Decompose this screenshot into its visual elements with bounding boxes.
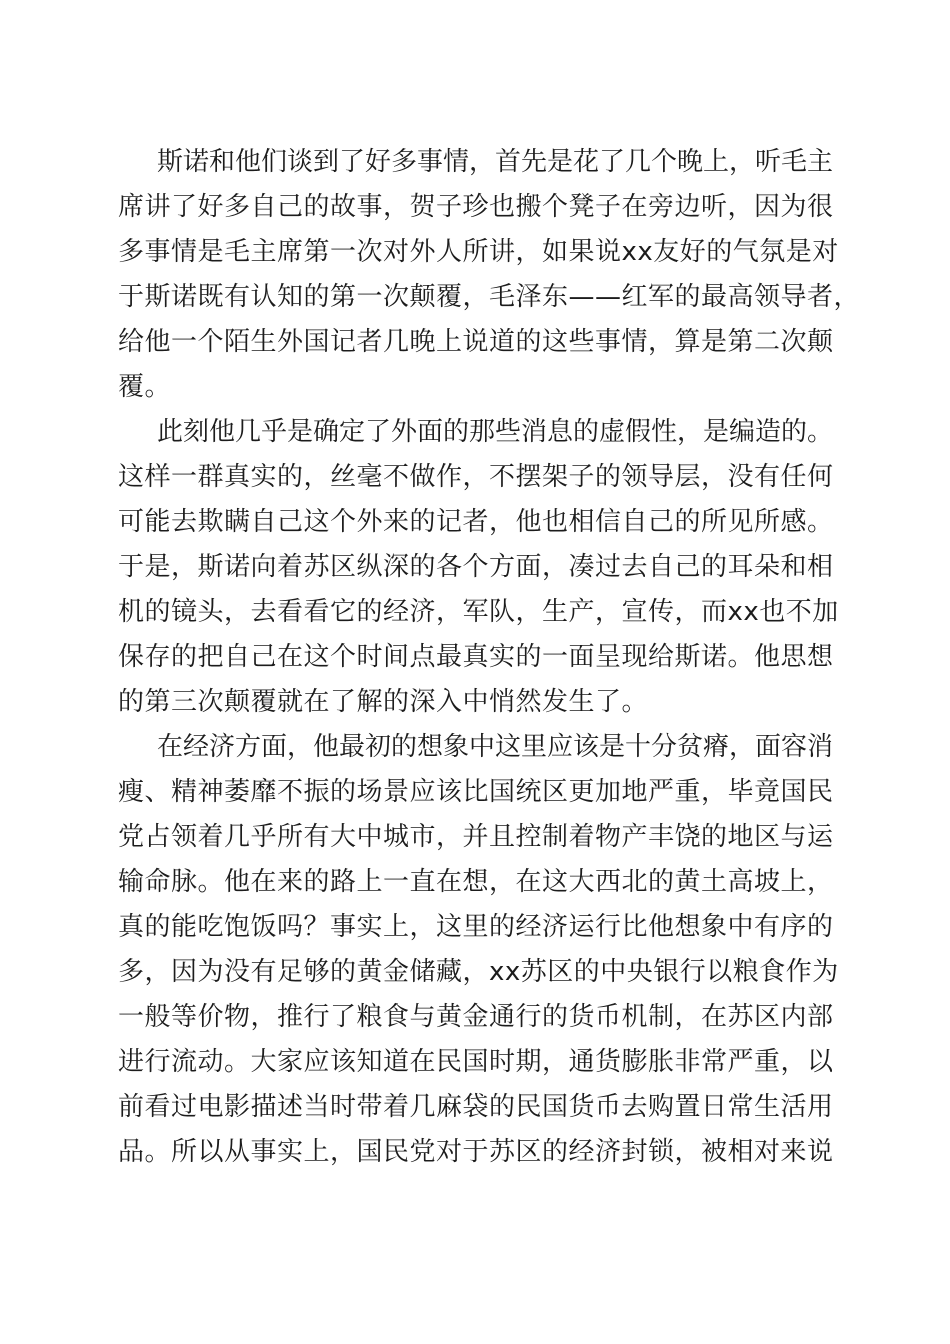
text-line: 给他一个陌生外国记者几晚上说道的这些事情，算是第二次颠 [118,327,834,357]
text-line: 的第三次颠覆就在了解的深入中悄然发生了。 [118,687,649,717]
text-line: 品。所以从事实上，国民党对于苏区的经济封锁，被相对来说 [118,1137,834,1167]
text-line: 多，因为没有足够的黄金储藏，xx苏区的中央银行以粮食作为 [118,957,839,987]
text-line: 这样一群真实的，丝毫不做作，不摆架子的领导层，没有任何 [118,462,834,492]
text-line: 输命脉。他在来的路上一直在想，在这大西北的黄土高坡上， [118,867,834,897]
text-line: 斯诺和他们谈到了好多事情，首先是花了几个晚上，听毛主 [157,147,834,177]
text-line: 此刻他几乎是确定了外面的那些消息的虚假性，是编造的。 [157,417,834,447]
text-line: 于斯诺既有认知的第一次颠覆，毛泽东——红军的最高领导者， [118,282,861,312]
text-line: 一般等价物，推行了粮食与黄金通行的货币机制，在苏区内部 [118,1002,834,1032]
paragraph [118,410,839,725]
text-line: 保存的把自己在这个时间点最真实的一面呈现给斯诺。他思想 [118,642,834,672]
text-line: 覆。 [118,372,172,402]
text-body [118,140,861,1175]
text-line: 多事情是毛主席第一次对外人所讲，如果说xx友好的气氛是对 [118,237,839,267]
text-line: 党占领着几乎所有大中城市，并且控制着物产丰饶的地区与运 [118,822,834,852]
text-line: 席讲了好多自己的故事，贺子珍也搬个凳子在旁边听，因为很 [118,192,834,222]
paragraph [118,140,861,410]
text-line: 瘦、精神萎靡不振的场景应该比国统区更加地严重，毕竟国民 [118,777,834,807]
text-line: 于是，斯诺向着苏区纵深的各个方面，凑过去自己的耳朵和相 [118,552,834,582]
text-line: 前看过电影描述当时带着几麻袋的民国货币去购置日常生活用 [118,1092,834,1122]
text-line: 机的镜头，去看看它的经济，军队，生产，宣传，而xx也不加 [118,597,839,627]
text-line: 真的能吃饱饭吗？事实上，这里的经济运行比他想象中有序的 [118,912,834,942]
text-line: 在经济方面，他最初的想象中这里应该是十分贫瘠，面容消 [157,732,834,762]
paragraph [118,725,839,1175]
text-line: 可能去欺瞒自己这个外来的记者，他也相信自己的所见所感。 [118,507,834,537]
text-line: 进行流动。大家应该知道在民国时期，通货膨胀非常严重，以 [118,1047,834,1077]
